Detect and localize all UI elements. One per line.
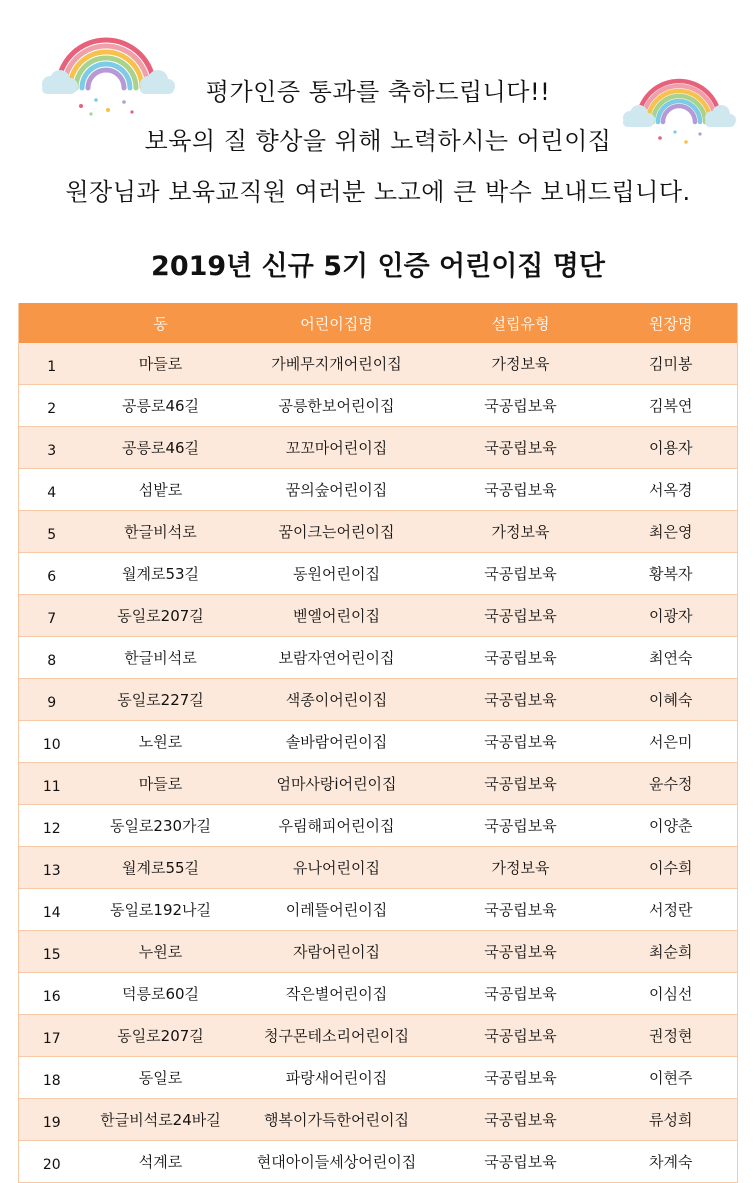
table-row [19, 343, 738, 385]
row-daycare-name: 꼬꼬마어린이집 [237, 427, 437, 469]
row-daycare-name: 동원어린이집 [237, 553, 437, 595]
row-dong: 노원로 [85, 721, 237, 763]
row-number: 12 [19, 805, 85, 847]
row-number: 19 [19, 1099, 85, 1141]
row-daycare-name: 벧엘어린이집 [237, 595, 437, 637]
row-director: 최은영 [605, 511, 738, 553]
row-number: 8 [19, 637, 85, 679]
row-number: 9 [19, 679, 85, 721]
row-director: 이광자 [605, 595, 738, 637]
row-number: 5 [19, 511, 85, 553]
header-no [19, 303, 85, 343]
row-daycare-name: 솔바람어린이집 [237, 721, 437, 763]
row-daycare-name: 꿈이크는어린이집 [237, 511, 437, 553]
row-dong: 동일로207길 [85, 1015, 237, 1057]
table-row [19, 553, 738, 595]
row-dong: 마들로 [85, 343, 237, 385]
row-number: 2 [19, 385, 85, 427]
row-director: 김미봉 [605, 343, 738, 385]
row-type: 가정보육 [437, 847, 605, 889]
row-dong: 월계로55길 [85, 847, 237, 889]
row-daycare-name: 꿈의숲어린이집 [237, 469, 437, 511]
row-number: 6 [19, 553, 85, 595]
row-type: 국공립보육 [437, 679, 605, 721]
row-type: 국공립보육 [437, 805, 605, 847]
row-daycare-name: 엄마사랑i어린이집 [237, 763, 437, 805]
table-row [19, 889, 738, 931]
header-director: 원장명 [605, 303, 738, 343]
row-type: 국공립보육 [437, 385, 605, 427]
row-daycare-name: 보람자연어린이집 [237, 637, 437, 679]
row-director: 김복연 [605, 385, 738, 427]
row-director: 서옥경 [605, 469, 738, 511]
row-daycare-name: 행복이가득한어린이집 [237, 1099, 437, 1141]
row-number: 11 [19, 763, 85, 805]
row-number: 16 [19, 973, 85, 1015]
table-row [19, 1015, 738, 1057]
page-title: 2019년 신규 5기 인증 어린이집 명단 [151, 251, 605, 282]
row-dong: 동일로230가길 [85, 805, 237, 847]
row-daycare-name: 우림해피어린이집 [237, 805, 437, 847]
table-row [19, 973, 738, 1015]
table-row [19, 427, 738, 469]
row-director: 황복자 [605, 553, 738, 595]
row-type: 가정보육 [437, 343, 605, 385]
table-row [19, 511, 738, 553]
row-director: 이현주 [605, 1057, 738, 1099]
row-daycare-name: 유나어린이집 [237, 847, 437, 889]
row-dong: 석계로 [85, 1141, 237, 1183]
row-director: 최연숙 [605, 637, 738, 679]
row-type: 국공립보육 [437, 889, 605, 931]
congrats-message-line2: 보육의 질 향상을 위해 노력하시는 어린이집 [144, 127, 612, 155]
row-dong: 동일로 [85, 1057, 237, 1099]
row-dong: 공릉로46길 [85, 385, 237, 427]
row-daycare-name: 작은별어린이집 [237, 973, 437, 1015]
row-daycare-name: 파랑새어린이집 [237, 1057, 437, 1099]
row-type: 국공립보육 [437, 721, 605, 763]
table-row [19, 1057, 738, 1099]
row-type: 국공립보육 [437, 469, 605, 511]
row-number: 1 [19, 343, 85, 385]
row-director: 차계숙 [605, 1141, 738, 1183]
row-number: 13 [19, 847, 85, 889]
row-dong: 마들로 [85, 763, 237, 805]
row-number: 3 [19, 427, 85, 469]
row-director: 서정란 [605, 889, 738, 931]
row-type: 국공립보육 [437, 973, 605, 1015]
row-number: 15 [19, 931, 85, 973]
row-type: 국공립보육 [437, 763, 605, 805]
row-number: 18 [19, 1057, 85, 1099]
row-number: 10 [19, 721, 85, 763]
row-director: 이심선 [605, 973, 738, 1015]
table-row [19, 721, 738, 763]
row-director: 서은미 [605, 721, 738, 763]
row-director: 권정현 [605, 1015, 738, 1057]
row-number: 14 [19, 889, 85, 931]
row-type: 국공립보육 [437, 1141, 605, 1183]
row-daycare-name: 이레뜰어린이집 [237, 889, 437, 931]
row-number: 17 [19, 1015, 85, 1057]
row-director: 이수희 [605, 847, 738, 889]
row-type: 국공립보육 [437, 1015, 605, 1057]
header-name: 어린이집명 [237, 303, 437, 343]
row-director: 이양춘 [605, 805, 738, 847]
row-dong: 섬밭로 [85, 469, 237, 511]
row-type: 국공립보육 [437, 595, 605, 637]
table-row [19, 469, 738, 511]
table-row [19, 637, 738, 679]
row-dong: 누원로 [85, 931, 237, 973]
header-dong: 동 [85, 303, 237, 343]
table-header-row [19, 303, 738, 343]
row-director: 이혜숙 [605, 679, 738, 721]
table-row [19, 385, 738, 427]
row-daycare-name: 청구몬테소리어린이집 [237, 1015, 437, 1057]
row-dong: 한글비석로 [85, 637, 237, 679]
row-dong: 동일로227길 [85, 679, 237, 721]
row-director: 최순희 [605, 931, 738, 973]
row-number: 20 [19, 1141, 85, 1183]
row-director: 이용자 [605, 427, 738, 469]
row-type: 국공립보육 [437, 553, 605, 595]
row-dong: 월계로53길 [85, 553, 237, 595]
row-type: 국공립보육 [437, 931, 605, 973]
table-row [19, 763, 738, 805]
table-row [19, 847, 738, 889]
row-dong: 공릉로46길 [85, 427, 237, 469]
row-dong: 덕릉로60길 [85, 973, 237, 1015]
table-row [19, 679, 738, 721]
row-daycare-name: 자람어린이집 [237, 931, 437, 973]
row-type: 가정보육 [437, 511, 605, 553]
row-type: 국공립보육 [437, 637, 605, 679]
table-row [19, 1099, 738, 1141]
row-daycare-name: 공릉한보어린이집 [237, 385, 437, 427]
row-daycare-name: 현대아이들세상어린이집 [237, 1141, 437, 1183]
table-row [19, 931, 738, 973]
row-number: 7 [19, 595, 85, 637]
row-director: 류성희 [605, 1099, 738, 1141]
table-row [19, 1141, 738, 1183]
header-type: 설립유형 [437, 303, 605, 343]
row-director: 윤수정 [605, 763, 738, 805]
table-row [19, 595, 738, 637]
row-type: 국공립보육 [437, 1099, 605, 1141]
daycare-list-table [18, 303, 737, 1183]
row-dong: 한글비석로 [85, 511, 237, 553]
congrats-message-line1: 평가인증 통과를 축하드립니다!! [205, 78, 551, 106]
row-type: 국공립보육 [437, 427, 605, 469]
row-daycare-name: 색종이어린이집 [237, 679, 437, 721]
congrats-message-line3: 원장님과 보육교직원 여러분 노고에 큰 박수 보내드립니다. [65, 178, 691, 206]
row-number: 4 [19, 469, 85, 511]
row-daycare-name: 가베무지개어린이집 [237, 343, 437, 385]
row-dong: 동일로192나길 [85, 889, 237, 931]
row-type: 국공립보육 [437, 1057, 605, 1099]
row-dong: 한글비석로24바길 [85, 1099, 237, 1141]
row-dong: 동일로207길 [85, 595, 237, 637]
table-row [19, 805, 738, 847]
